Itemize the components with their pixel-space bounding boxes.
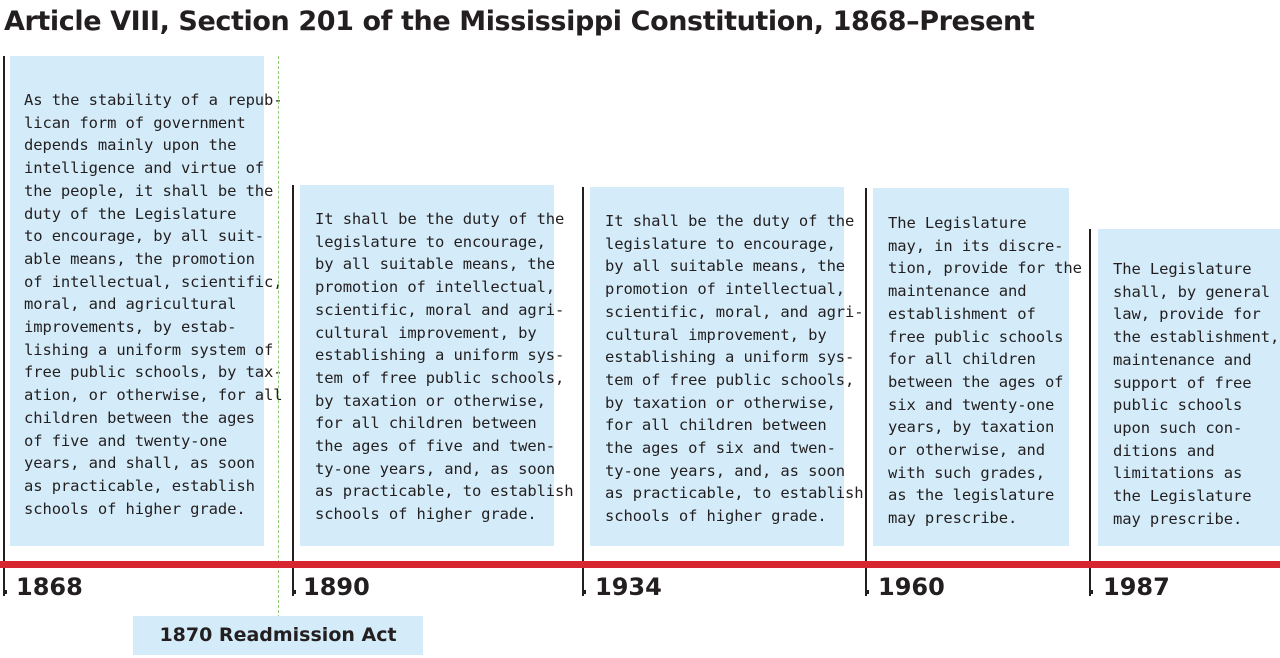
readmission-act-marker (278, 56, 279, 618)
timeline-stem-1868 (3, 56, 5, 596)
provision-text-1890: It shall be the duty of the legislature to encourage, by all suitable means, the promotion of intellectual, scientific, moral and agri- cultural improvement, by establishing a uniform sys- tem of free public schools, by taxation or otherwise, for all children between the ages of five and twen- ty-one years, and, as soon as practicable, to establish schools of higher grade. (315, 210, 574, 524)
timeline-axis (0, 561, 1280, 568)
provision-text-1987: The Legislature shall, by general law, provide for the establishment, maintenance and support of free public schools upon such con- ditions and limitations as the Legislature may prescribe. (1113, 260, 1280, 528)
year-label-1868: 1868 (16, 573, 83, 601)
year-label-1934: 1934 (595, 573, 662, 601)
timeline-stem-1934 (582, 187, 584, 596)
year-label-1890: 1890 (303, 573, 370, 601)
timeline-stem-1987 (1089, 229, 1091, 596)
year-tick-1934 (582, 590, 586, 594)
year-tick-1868 (3, 590, 7, 594)
year-label-1987: 1987 (1103, 573, 1170, 601)
provision-text-1934: It shall be the duty of the legislature to encourage, by all suitable means, the promotion of intellectual, scientific, moral, and agri- cultural improvement, by establishing a uniform sys- tem of free public schools, by taxation or otherwise, for all children between the ages of six and twen- ty-one years, and, as soon as practicable, to establish schools of higher grade. (605, 212, 864, 526)
timeline-stem-1890 (292, 185, 294, 596)
year-tick-1960 (865, 590, 869, 594)
timeline-stem-1960 (865, 188, 867, 596)
year-label-1960: 1960 (878, 573, 945, 601)
year-tick-1987 (1089, 590, 1093, 594)
year-tick-1890 (292, 590, 296, 594)
provision-text-1960: The Legislature may, in its discre- tion, provide for the maintenance and establishment of free public schools for all children between the ages of six and twenty-one years, by taxation or otherwise, and with such grades, as the legislature may prescribe. (888, 214, 1082, 528)
provision-text-1868: As the stability of a repub- lican form of government depends mainly upon the intelligence and virtue of the people, it shall be the duty of the Legislature to encourage, by all suit- able means, the promotion of intellectual, scientific, moral, and agricultural improvements, by estab- lishing a uniform system of free public schools, by tax- ation, or otherwise, for all children between the ages of five and twenty-one years, and shall, as soon as practicable, establish schools of higher grade. (24, 91, 283, 518)
diagram-title: Article VIII, Section 201 of the Mississippi Constitution, 1868–Present (4, 6, 1035, 37)
readmission-act-label: 1870 Readmission Act (133, 616, 423, 655)
